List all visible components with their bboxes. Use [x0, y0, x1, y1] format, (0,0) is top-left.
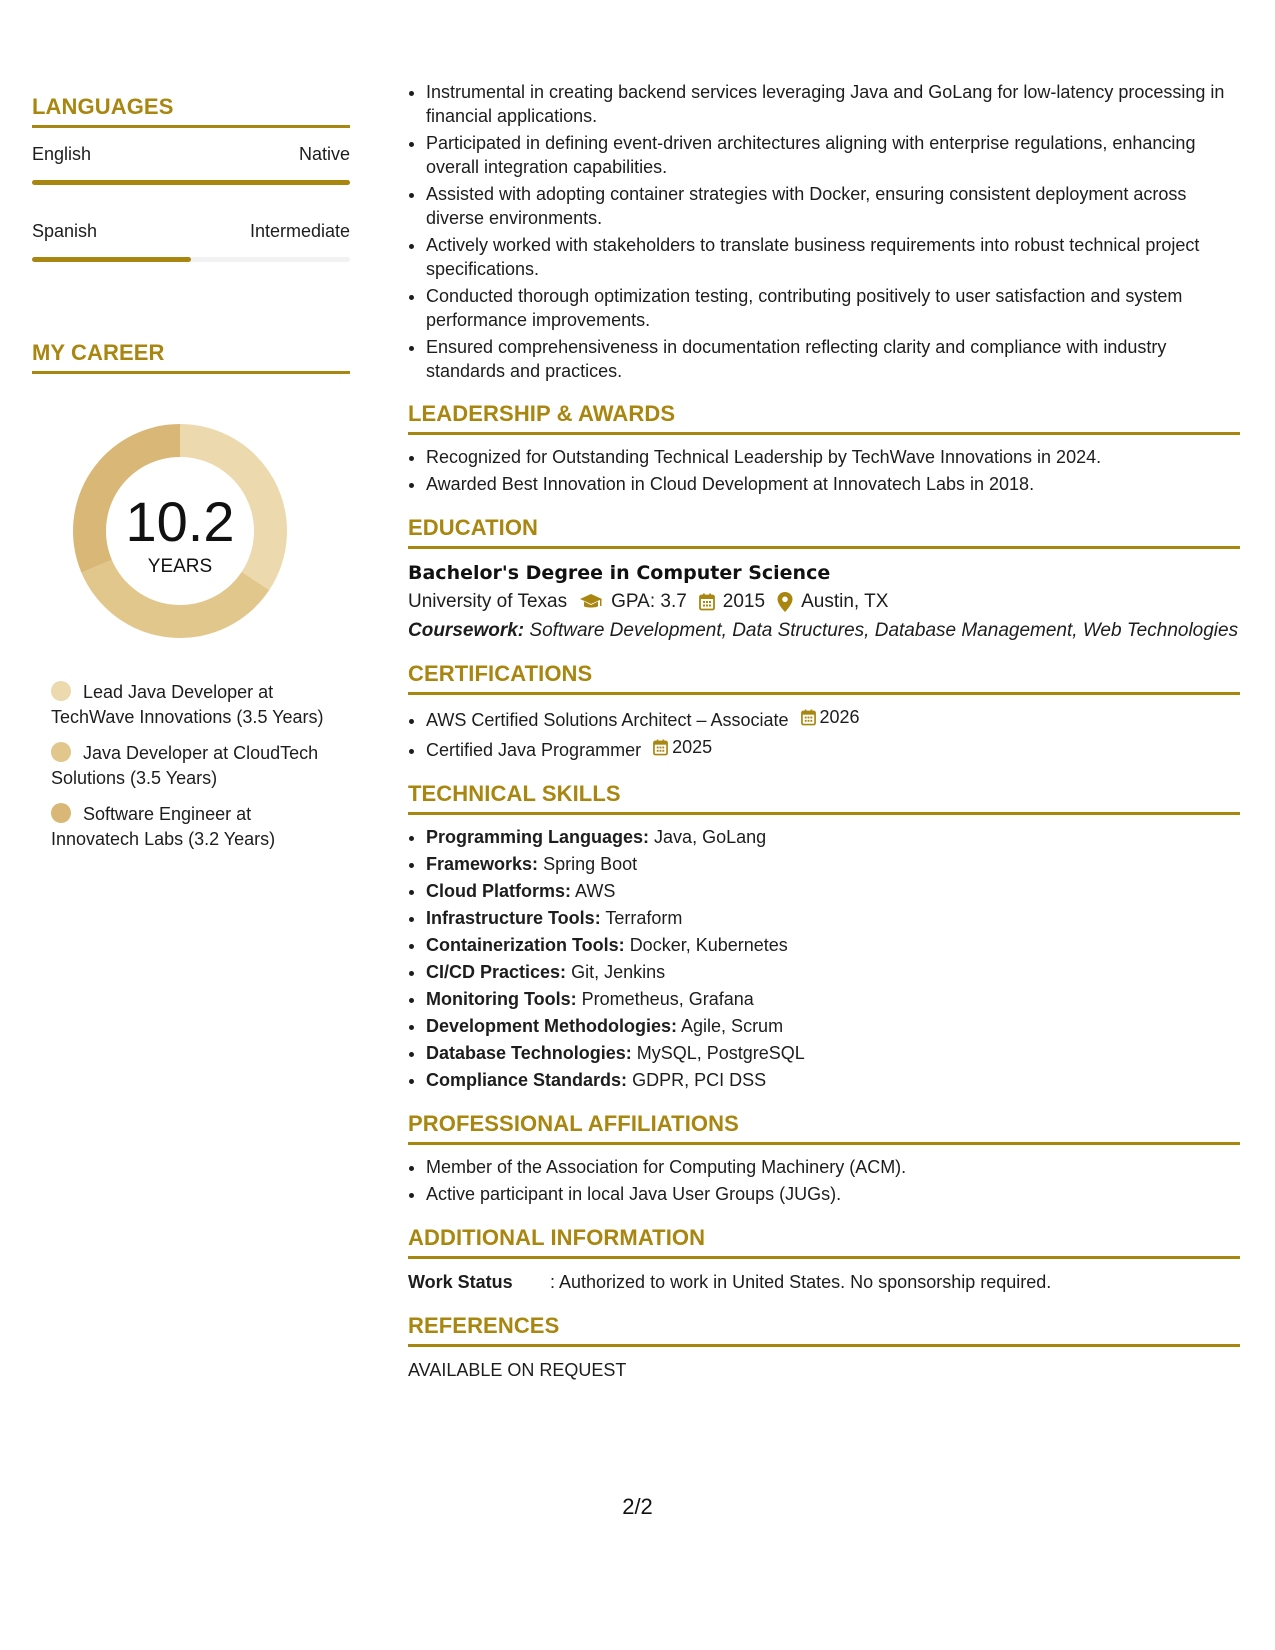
skills-section	[408, 781, 1240, 1093]
cert-date	[801, 705, 860, 730]
coursework	[408, 619, 1240, 643]
education-title: EDUCATION	[408, 515, 1240, 549]
work-status-row	[408, 1269, 1240, 1295]
language-level-fill	[32, 257, 191, 262]
experience-bullets	[408, 80, 1240, 383]
leadership-title: LEADERSHIP & AWARDS	[408, 401, 1240, 435]
skill-value: Git, Jenkins	[571, 962, 666, 982]
list-item	[426, 933, 1240, 958]
skill-value: Prometheus, Grafana	[581, 989, 754, 1009]
references-title: REFERENCES	[408, 1313, 1240, 1347]
work-status-label: Work Status	[408, 1272, 513, 1292]
calendar-icon	[699, 593, 715, 611]
skill-value: Agile, Scrum	[681, 1016, 784, 1036]
references-section	[408, 1313, 1240, 1383]
list-item	[426, 879, 1240, 904]
skill-value: Spring Boot	[543, 854, 638, 874]
list-item: • Participated in defining event-driven architectures aligning with enterprise regulations, enhancing overall integration capabilities.	[426, 131, 1240, 179]
legend-label: Lead Java Developer at TechWave Innovations (3.5 Years)	[51, 682, 324, 727]
work-status-value: : Authorized to work in United States. No sponsorship required.	[550, 1272, 1052, 1292]
languages-title: LANGUAGES	[32, 94, 350, 128]
school-name: University of Texas	[408, 591, 568, 612]
legend-label: Java Developer at CloudTech Solutions (3.5 Years)	[51, 743, 319, 788]
gpa: GPA: 3.7	[611, 591, 687, 612]
language-name: English	[32, 144, 92, 164]
legend-dot	[51, 681, 71, 701]
career-title: MY CAREER	[32, 340, 350, 374]
list-item: • Actively worked with stakeholders to translate business requirements into robust technical project specifications.	[426, 233, 1240, 281]
list-item: • Member of the Association for Computing Machinery (ACM).	[426, 1155, 1240, 1180]
career-legend	[51, 680, 331, 852]
affiliations-section	[408, 1111, 1240, 1207]
list-item	[426, 906, 1240, 931]
skill-value: Docker, Kubernetes	[629, 935, 788, 955]
skill-label: Compliance Standards:	[426, 1070, 628, 1090]
list-item	[426, 825, 1240, 850]
list-item: • Active participant in local Java User Groups (JUGs).	[426, 1182, 1240, 1207]
education-location: Austin, TX	[801, 591, 889, 612]
list-item	[426, 705, 1240, 733]
skill-value: MySQL, PostgreSQL	[636, 1043, 805, 1063]
calendar-icon	[801, 709, 816, 726]
cert-year: 2025	[672, 737, 713, 757]
language-english	[32, 144, 350, 185]
list-item	[426, 1041, 1240, 1066]
certifications-section	[408, 661, 1240, 763]
degree-name: Bachelor's Degree in Computer Science	[408, 562, 831, 584]
education-meta	[408, 587, 1240, 617]
list-item: • Awarded Best Innovation in Cloud Development at Innovatech Labs in 2018.	[426, 472, 1240, 497]
skill-label: Database Technologies:	[426, 1043, 632, 1063]
list-item: • Instrumental in creating backend services leveraging Java and GoLang for low-latency processing in financial applications.	[426, 80, 1240, 128]
language-level-bar	[32, 180, 350, 185]
graduation-cap-icon	[579, 593, 603, 611]
skill-label: Cloud Platforms:	[426, 881, 572, 901]
legend-item	[51, 680, 331, 730]
coursework-value: Software Development, Data Structures, Database Management, Web Technologies	[529, 620, 1239, 641]
list-item: • Recognized for Outstanding Technical Leadership by TechWave Innovations in 2024.	[426, 445, 1240, 470]
legend-dot	[51, 742, 71, 762]
list-item	[426, 1068, 1240, 1093]
legend-item	[51, 802, 331, 852]
list-item	[426, 735, 1240, 763]
skill-value: Java, GoLang	[654, 827, 767, 847]
cert-name: Certified Java Programmer	[426, 740, 642, 760]
language-name: Spanish	[32, 221, 98, 241]
career-donut-chart	[67, 418, 293, 644]
list-item	[426, 960, 1240, 985]
cert-name: AWS Certified Solutions Architect – Associate	[426, 710, 789, 730]
cert-year: 2026	[819, 707, 860, 727]
list-item	[426, 987, 1240, 1012]
left-column	[32, 94, 350, 863]
graduation-year: 2015	[722, 591, 766, 612]
cert-date	[653, 735, 712, 760]
list-item	[426, 852, 1240, 877]
skills-title: TECHNICAL SKILLS	[408, 781, 1240, 815]
skill-value: Terraform	[605, 908, 683, 928]
affiliations-list	[408, 1155, 1240, 1207]
skill-label: Frameworks:	[426, 854, 539, 874]
coursework-label: Coursework:	[408, 620, 525, 641]
list-item: • Conducted thorough optimization testing, contributing positively to user satisfaction and system performance improvements.	[426, 284, 1240, 332]
leadership-section	[408, 401, 1240, 497]
legend-item	[51, 741, 331, 791]
skill-label: Infrastructure Tools:	[426, 908, 601, 928]
language-level: Intermediate	[249, 221, 350, 241]
additional-info-title: ADDITIONAL INFORMATION	[408, 1225, 1240, 1259]
skills-list	[408, 825, 1240, 1093]
leadership-list	[408, 445, 1240, 497]
certifications-title: CERTIFICATIONS	[408, 661, 1240, 695]
language-level-fill	[32, 180, 350, 185]
affiliations-title: PROFESSIONAL AFFILIATIONS	[408, 1111, 1240, 1145]
page-number: 2/2	[622, 1494, 653, 1519]
references-text: AVAILABLE ON REQUEST	[408, 1360, 627, 1380]
certifications-list	[408, 705, 1240, 763]
language-level-bar	[32, 257, 350, 262]
skill-value: AWS	[575, 881, 616, 901]
career-total-unit: YEARS	[147, 556, 213, 577]
list-item: • Ensured comprehensiveness in documentation reflecting clarity and compliance with industry standards and practices.	[426, 335, 1240, 383]
education-section	[408, 515, 1240, 643]
skill-value: GDPR, PCI DSS	[632, 1070, 767, 1090]
language-level: Native	[298, 144, 350, 164]
skill-label: CI/CD Practices:	[426, 962, 567, 982]
additional-info-section	[408, 1225, 1240, 1295]
career-section	[32, 340, 350, 852]
language-spanish	[32, 221, 350, 262]
skill-label: Monitoring Tools:	[426, 989, 577, 1009]
skill-label: Programming Languages:	[426, 827, 650, 847]
right-column	[408, 80, 1240, 1383]
legend-dot	[51, 803, 71, 823]
legend-label: Software Engineer at Innovatech Labs (3.2 Years)	[51, 804, 276, 849]
skill-label: Containerization Tools:	[426, 935, 625, 955]
location-pin-icon	[777, 592, 793, 612]
list-item: • Assisted with adopting container strategies with Docker, ensuring consistent deployment across diverse environments.	[426, 182, 1240, 230]
calendar-icon	[653, 739, 668, 756]
list-item	[426, 1014, 1240, 1039]
skill-label: Development Methodologies:	[426, 1016, 678, 1036]
career-total-years: 10.2	[125, 490, 235, 553]
